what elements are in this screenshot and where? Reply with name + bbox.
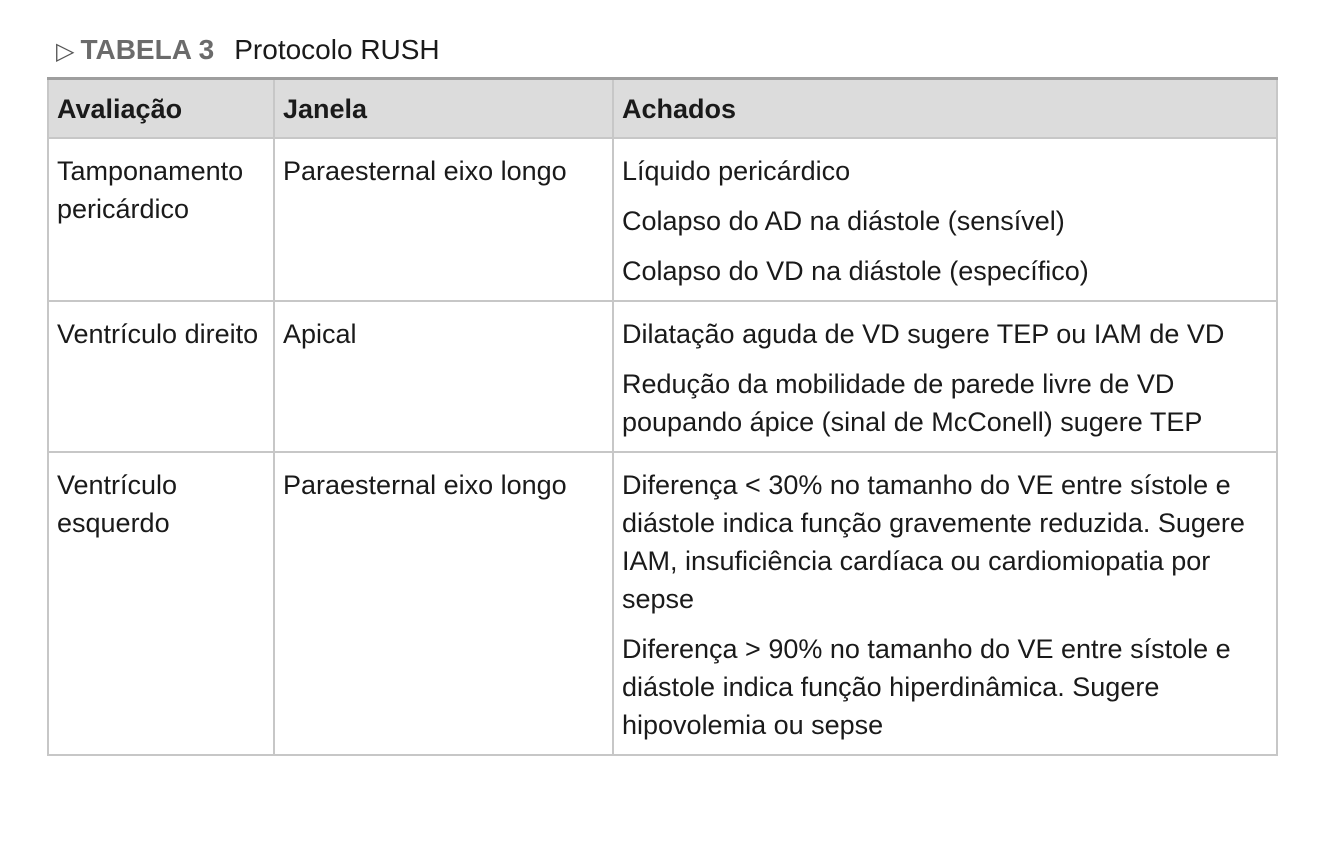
- cell-janela: Paraesternal eixo longo: [274, 452, 613, 755]
- cell-avaliacao: Ventrículo direito: [48, 301, 274, 452]
- table-body: [48, 138, 1277, 755]
- finding-item: Redução da mobilidade de parede livre de VD poupando ápice (sinal de McConell) sugere TEP: [622, 369, 1203, 437]
- header-avaliacao: Avaliação: [48, 79, 274, 139]
- cell-janela: Apical: [274, 301, 613, 452]
- finding-item: Dilatação aguda de VD sugere TEP ou IAM de VD: [622, 319, 1225, 349]
- finding-item: Diferença > 90% no tamanho do VE entre sístole e diástole indica função hiperdinâmica. Sugere hipovolemia ou sepse: [622, 634, 1231, 740]
- triangle-marker-icon: ▷: [56, 38, 75, 65]
- rush-protocol-table: [47, 77, 1278, 756]
- header-row: [48, 79, 1277, 139]
- table-caption: [56, 32, 440, 68]
- cell-avaliacao: Ventrículo esquerdo: [48, 452, 274, 755]
- finding-item: Líquido pericárdico: [622, 156, 851, 186]
- cell-janela: Paraesternal eixo longo: [274, 138, 613, 301]
- table-row: [48, 301, 1277, 452]
- header-janela: Janela: [274, 79, 613, 139]
- header-achados: Achados: [613, 79, 1277, 139]
- table-row: [48, 452, 1277, 755]
- cell-achados: [613, 452, 1277, 755]
- table-title: Protocolo RUSH: [234, 34, 440, 65]
- cell-achados: [613, 301, 1277, 452]
- table-number-label: TABELA 3: [80, 34, 215, 65]
- finding-item: Colapso do AD na diástole (sensível): [622, 206, 1065, 236]
- cell-avaliacao: Tamponamento pericárdico: [48, 138, 274, 301]
- finding-item: Colapso do VD na diástole (específico): [622, 256, 1089, 286]
- table-header: [48, 79, 1277, 139]
- cell-achados: [613, 138, 1277, 301]
- finding-item: Diferença < 30% no tamanho do VE entre sístole e diástole indica função gravemente reduzida. Sugere IAM, insuficiência cardíaca ou cardiomiopatia por sepse: [622, 470, 1245, 614]
- table-row: [48, 138, 1277, 301]
